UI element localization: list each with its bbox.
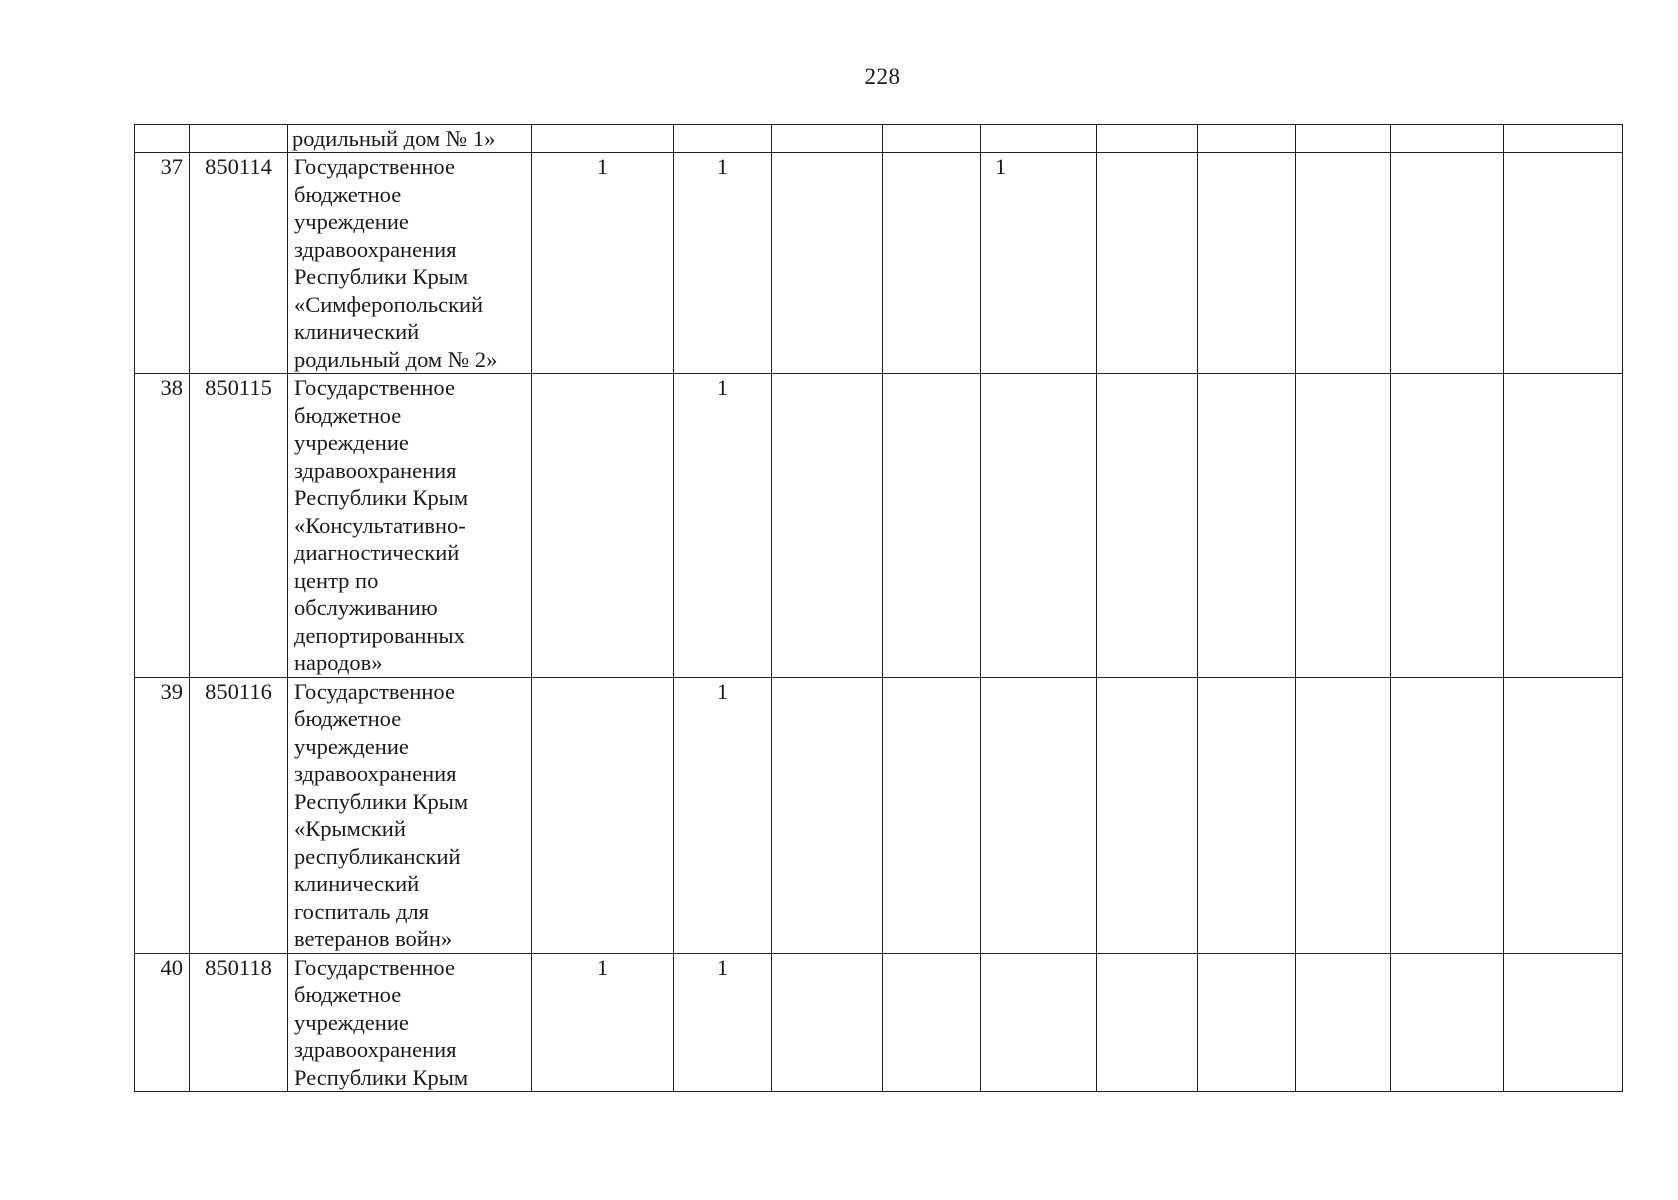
cell-value	[1504, 677, 1623, 953]
table-row-continuation	[135, 125, 1623, 153]
cell-value	[1097, 153, 1198, 374]
cell-value	[1296, 153, 1391, 374]
cell-code: 850118	[190, 953, 288, 1092]
cell-institution-name: Государственное бюджетное учреждение здравоохранения Республики Крым	[288, 953, 532, 1092]
cell-value	[1097, 125, 1198, 153]
cell-value: 1	[532, 953, 674, 1092]
cell-institution-name: Государственное бюджетное учреждение здравоохранения Республики Крым «Крымский республиканский клинический госпиталь для ветеранов войн»	[288, 677, 532, 953]
cell-value	[1198, 125, 1296, 153]
cell-value	[1097, 374, 1198, 678]
table-row	[135, 153, 1623, 374]
cell-num	[135, 125, 190, 153]
cell-value	[1198, 677, 1296, 953]
cell-value	[1504, 953, 1623, 1092]
cell-value	[1198, 953, 1296, 1092]
cell-value	[1296, 374, 1391, 678]
cell-value	[772, 374, 883, 678]
cell-value	[1097, 677, 1198, 953]
cell-value: 1	[674, 953, 772, 1092]
cell-value	[1296, 125, 1391, 153]
cell-value	[1296, 953, 1391, 1092]
cell-value	[1391, 374, 1504, 678]
cell-code	[190, 125, 288, 153]
cell-value: 1	[674, 374, 772, 678]
cell-value	[1504, 125, 1623, 153]
cell-value	[1198, 153, 1296, 374]
cell-value	[981, 677, 1097, 953]
cell-value	[772, 125, 883, 153]
cell-num: 39	[135, 677, 190, 953]
data-table	[134, 124, 1623, 1092]
cell-value	[883, 374, 981, 678]
cell-value: 1	[532, 153, 674, 374]
cell-value	[1391, 125, 1504, 153]
cell-value	[532, 374, 674, 678]
cell-value	[883, 125, 981, 153]
cell-value	[532, 677, 674, 953]
cell-value	[772, 153, 883, 374]
cell-value	[1296, 677, 1391, 953]
cell-code: 850116	[190, 677, 288, 953]
cell-value	[674, 125, 772, 153]
cell-value	[532, 125, 674, 153]
cell-value	[772, 677, 883, 953]
cell-value	[883, 153, 981, 374]
cell-value: 1	[981, 153, 1097, 374]
cell-institution-name: родильный дом № 1»	[288, 125, 532, 153]
cell-num: 38	[135, 374, 190, 678]
cell-num: 40	[135, 953, 190, 1092]
page-number: 228	[864, 64, 901, 89]
cell-value	[1504, 374, 1623, 678]
cell-value	[981, 374, 1097, 678]
table-row	[135, 953, 1623, 1092]
cell-value: 1	[674, 153, 772, 374]
cell-value	[981, 125, 1097, 153]
cell-value	[1391, 953, 1504, 1092]
cell-value: 1	[674, 677, 772, 953]
table-row	[135, 374, 1623, 678]
cell-value	[1097, 953, 1198, 1092]
cell-value	[883, 677, 981, 953]
cell-value	[1198, 374, 1296, 678]
cell-value	[883, 953, 981, 1092]
cell-value	[1391, 153, 1504, 374]
cell-institution-name: Государственное бюджетное учреждение здравоохранения Республики Крым «Консультативно- диагностический центр по обслуживанию депортированных народов»	[288, 374, 532, 678]
cell-code: 850115	[190, 374, 288, 678]
table-row	[135, 677, 1623, 953]
cell-value	[1504, 153, 1623, 374]
cell-value	[981, 953, 1097, 1092]
cell-code: 850114	[190, 153, 288, 374]
cell-num: 37	[135, 153, 190, 374]
cell-value	[772, 953, 883, 1092]
cell-institution-name: Государственное бюджетное учреждение здравоохранения Республики Крым «Симферопольский клинический родильный дом № 2»	[288, 153, 532, 374]
cell-value	[1391, 677, 1504, 953]
